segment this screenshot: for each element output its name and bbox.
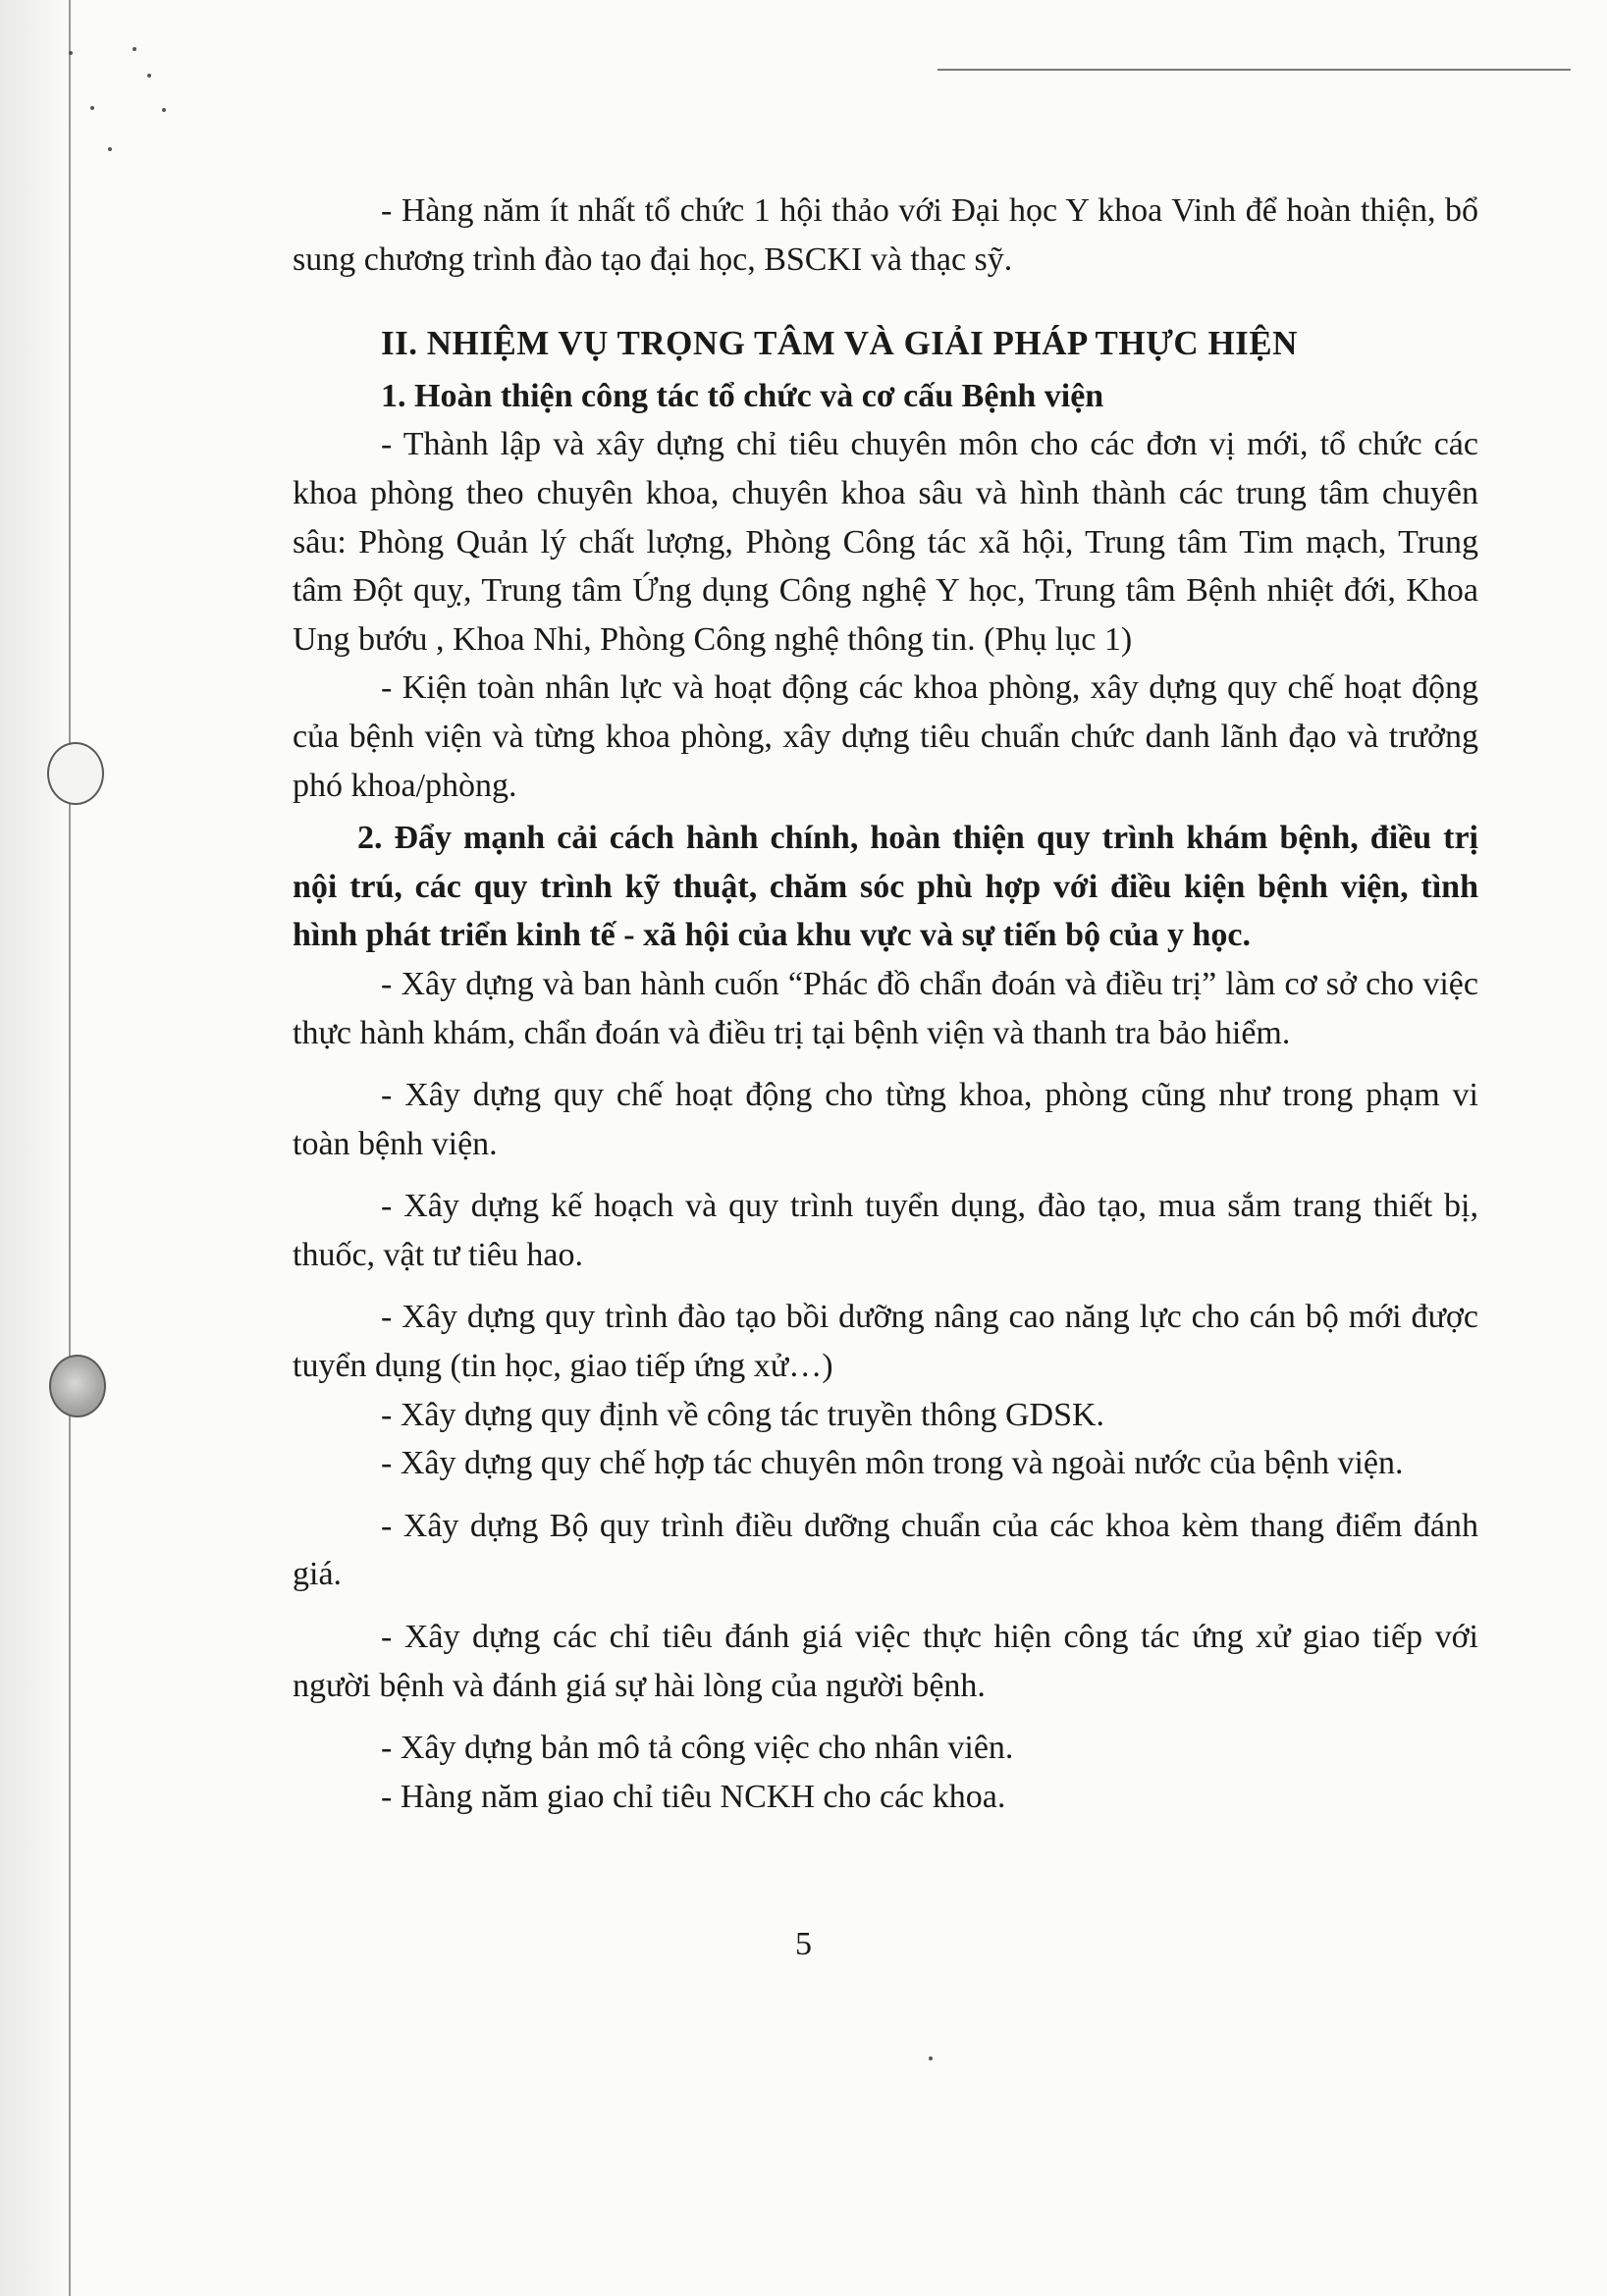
- scan-speck: [133, 47, 136, 51]
- scan-speck: [162, 108, 166, 112]
- punch-hole-upper: [47, 742, 104, 805]
- subsection-2-heading: 2. Đẩy mạnh cải cách hành chính, hoàn thiện quy trình khám bệnh, điều trị nội trú, các quy trình kỹ thuật, chăm sóc phù hợp với điều kiện bệnh viện, tình hình phát triển kinh tế - xã hội của khu vực và sự tiến bộ của y học.: [293, 820, 1478, 954]
- document-body: [293, 187, 1478, 1821]
- intro-paragraph: - Hàng năm ít nhất tổ chức 1 hội thảo với Đại học Y khoa Vinh để hoàn thiện, bổ sung chương trình đào tạo đại học, BSCKI và thạc sỹ.: [293, 192, 1478, 278]
- section-heading: II. NHIỆM VỤ TRỌNG TÂM VÀ GIẢI PHÁP THỰC HIỆN: [381, 324, 1298, 363]
- scan-speck: [69, 51, 73, 55]
- page-number: 5: [795, 1926, 812, 1962]
- subsection-1-item: - Thành lập và xây dựng chỉ tiêu chuyên môn cho các đơn vị mới, tổ chức các khoa phòng theo chuyên khoa, chuyên khoa sâu và hình thành các trung tâm chuyên sâu: Phòng Quản lý chất lượng, Phòng Công tác xã hội, Trung tâm Tim mạch, Trung tâm Đột quỵ, Trung tâm Ứng dụng Công nghệ Y học, Trung tâm Bệnh nhiệt đới, Khoa Ung bướu , Khoa Nhi, Phòng Công nghệ thông tin. (Phụ lục 1): [293, 426, 1478, 658]
- subsection-2-item: - Xây dựng các chỉ tiêu đánh giá việc thực hiện công tác ứng xử giao tiếp với người bệnh và đánh giá sự hài lòng của người bệnh.: [293, 1619, 1478, 1704]
- scan-speck: [929, 2056, 933, 2060]
- subsection-2-item: - Xây dựng quy chế hoạt động cho từng khoa, phòng cũng như trong phạm vi toàn bệnh viện.: [293, 1077, 1478, 1162]
- subsection-2-item: - Xây dựng Bộ quy trình điều dưỡng chuẩn của các khoa kèm thang điểm đánh giá.: [293, 1507, 1478, 1593]
- punch-hole-lower: [49, 1355, 106, 1417]
- subsection-1-heading: 1. Hoàn thiện công tác tổ chức và cơ cấu Bệnh viện: [381, 377, 1104, 414]
- subsection-2-item: - Xây dựng và ban hành cuốn “Phác đồ chẩn đoán và điều trị” làm cơ sở cho việc thực hành khám, chẩn đoán và điều trị tại bệnh viện và thanh tra bảo hiểm.: [293, 965, 1478, 1051]
- subsection-2-item: - Xây dựng quy chế hợp tác chuyên môn trong và ngoài nước của bệnh viện.: [381, 1445, 1404, 1482]
- subsection-2-item: - Xây dựng quy định về công tác truyền thông GDSK.: [381, 1396, 1105, 1433]
- subsection-2-item: - Hàng năm giao chỉ tiêu NCKH cho các khoa.: [381, 1778, 1006, 1815]
- subsection-1-item: - Kiện toàn nhân lực và hoạt động các khoa phòng, xây dựng quy chế hoạt động của bệnh viện và từng khoa phòng, xây dựng tiêu chuẩn chức danh lãnh đạo và trưởng phó khoa/phòng.: [293, 669, 1478, 804]
- header-rule-line: [937, 69, 1571, 71]
- subsection-2-item: - Xây dựng bản mô tả công việc cho nhân viên.: [381, 1730, 1014, 1767]
- subsection-2-item: - Xây dựng quy trình đào tạo bồi dưỡng nâng cao năng lực cho cán bộ mới được tuyển dụng (tin học, giao tiếp ứng xử…): [293, 1299, 1478, 1385]
- scan-speck: [90, 106, 94, 110]
- subsection-2-item: - Xây dựng kế hoạch và quy trình tuyển dụng, đào tạo, mua sắm trang thiết bị, thuốc, vật tư tiêu hao.: [293, 1188, 1478, 1273]
- scan-speck: [108, 147, 112, 151]
- scan-speck: [147, 74, 151, 78]
